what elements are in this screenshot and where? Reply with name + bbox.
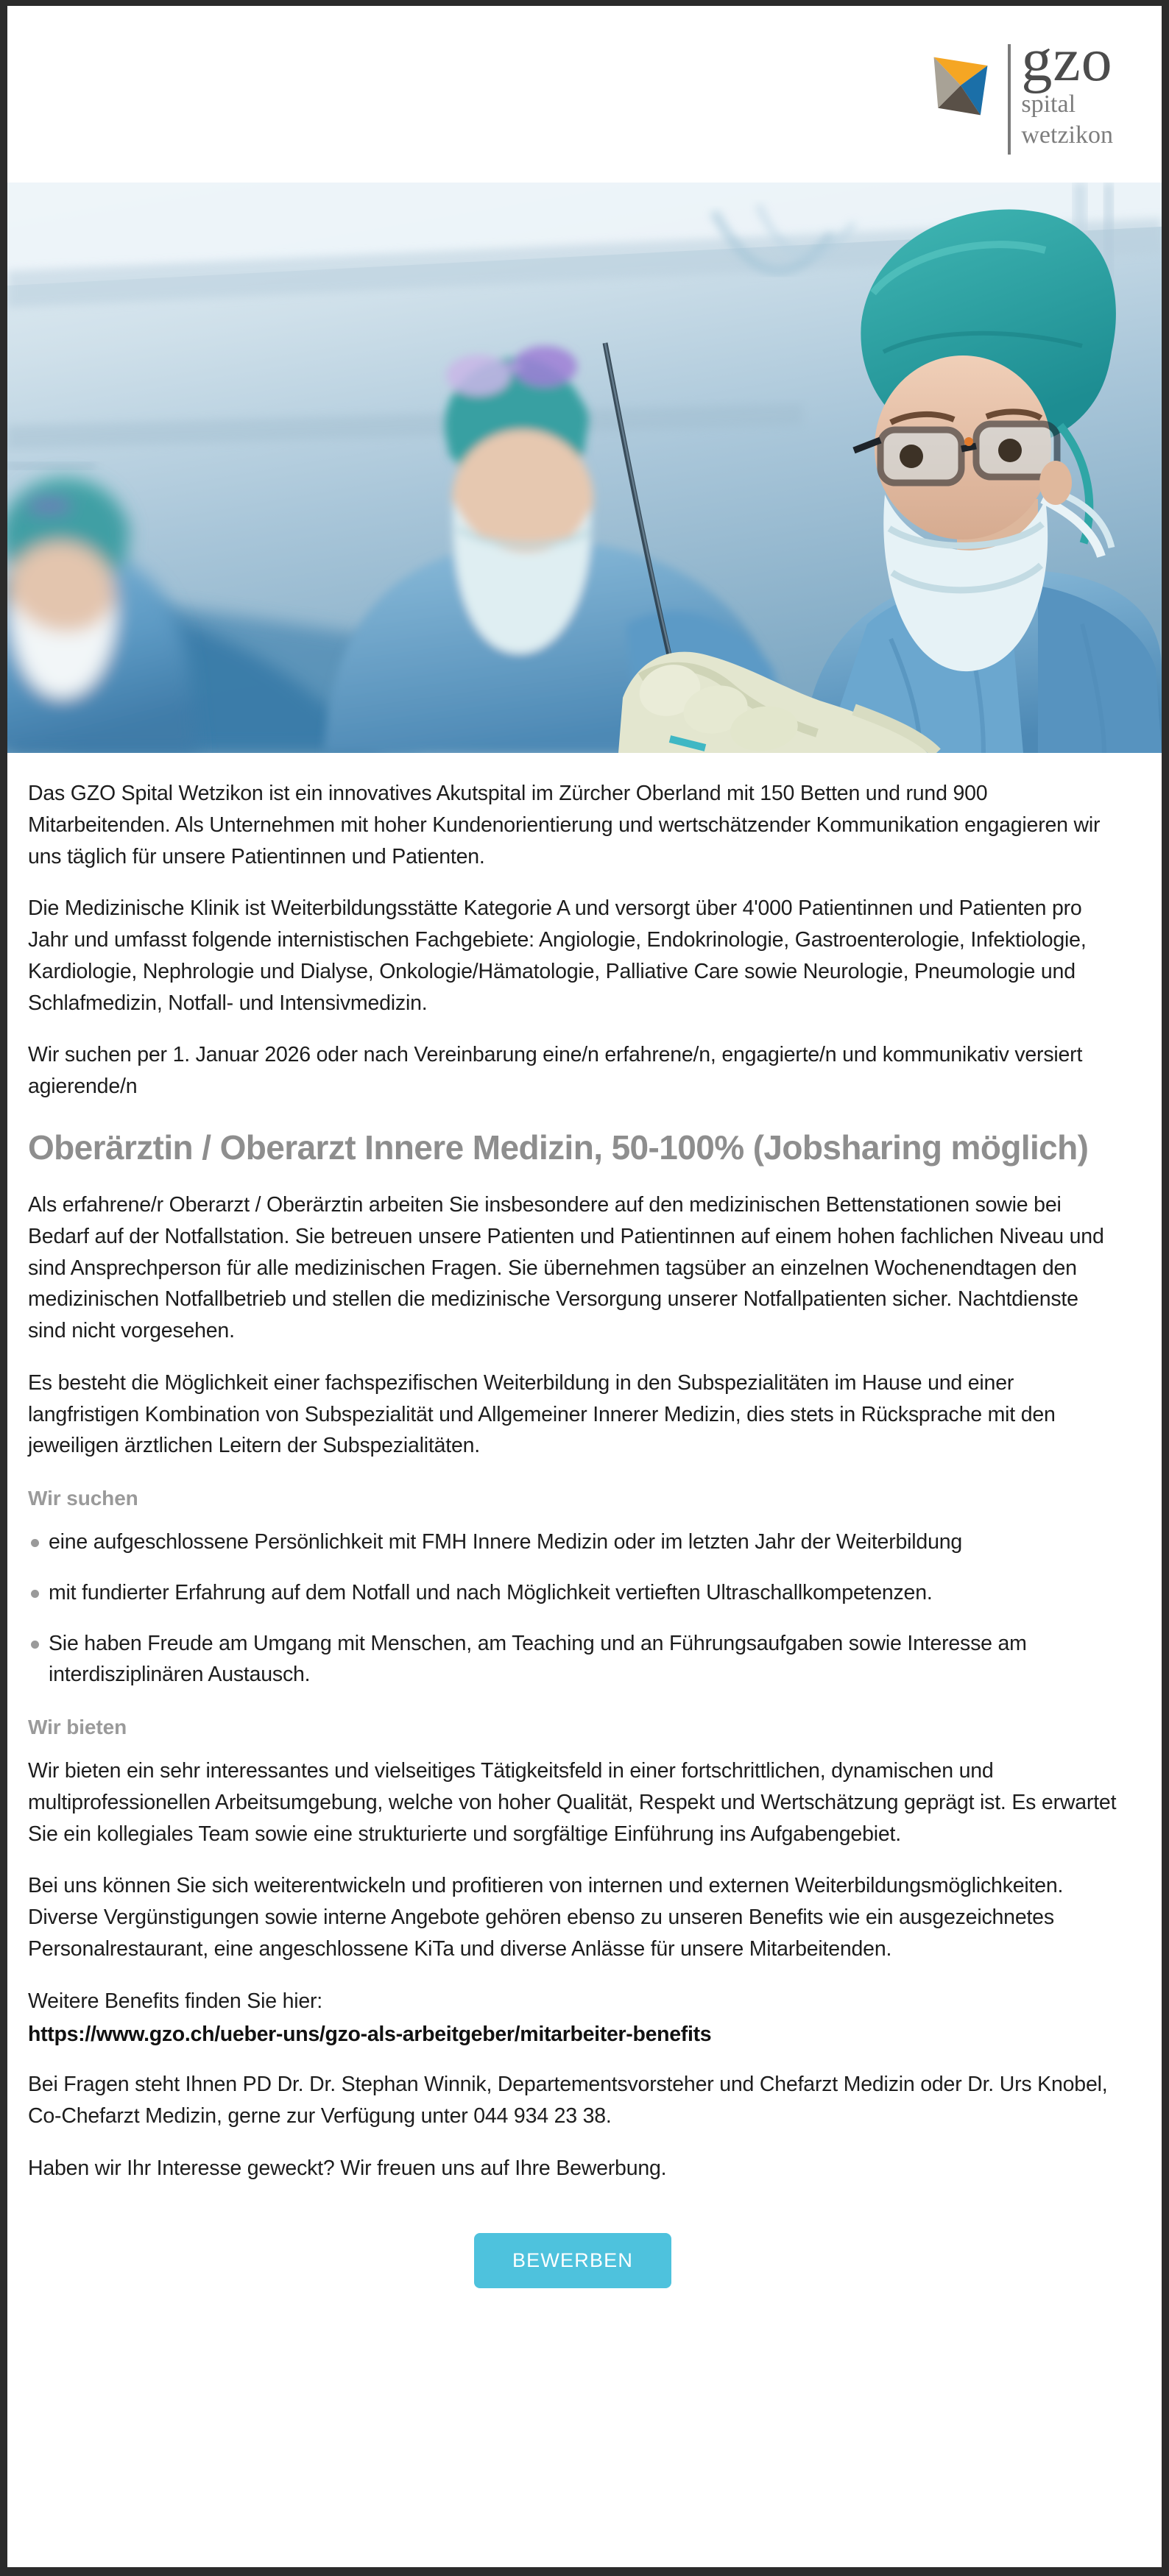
- list-item-label: eine aufgeschlossene Persönlichkeit mit FMH Innere Medizin oder im letzten Jahr der Weiterbildung: [49, 1530, 963, 1554]
- list-item: [28, 1628, 1117, 1691]
- offer-heading: Wir bieten: [28, 1716, 127, 1739]
- bullet-dot-icon: [31, 1641, 39, 1649]
- intro-paragraph-3: Wir suchen per 1. Januar 2026 oder nach Vereinbarung eine/n erfahrene/n, engagierte/n und kommunikativ versiert agierende/n: [28, 1043, 1083, 1098]
- logo-wetzikon-text: wetzikon: [1021, 121, 1113, 149]
- requirements-list: [28, 1526, 1117, 1691]
- benefits-link-label: Weitere Benefits finden Sie hier:: [28, 1989, 323, 2013]
- offer-paragraph-2: Bei uns können Sie sich weiterentwickeln und profitieren von internen und externen Weiterbildungsmöglichkeiten. Diverse Vergünstigungen sowie interne Angebote gehören ebenso zu unseren Benefits wie ein ausgezeichnetes Personalrestaurant, eine angeschlossene KiTa und diverse Anlässe für unsere Mitarbeitenden.: [28, 1874, 1064, 1961]
- list-item-label: Sie haben Freude am Umgang mit Menschen, am Teaching und an Führungsaufgaben sowie Interesse am interdisziplinären Austausch.: [49, 1631, 1027, 1687]
- job-description-paragraph-2: Es besteht die Möglichkeit einer fachspezifischen Weiterbildung in den Subspezialitäten im Hause und einer langfristigen Kombination von Subspezialität und Allgemeiner Innerer Medizin, dies stets in Rücksprache mit den jeweiligen ärztlichen Leitern der Subspezialitäten.: [28, 1370, 1056, 1458]
- offer-paragraph-1: Wir bieten ein sehr interessantes und vielseitiges Tätigkeitsfeld in einer fortschrittlichen, dynamischen und multiprofessionellen Arbeitsumgebung, welche von hoher Qualität, Respekt und Wertschätzung geprägt ist. Es erwartet Sie ein kollegiales Team sowie eine strukturierte und sorgfältige Einführung ins Aufgabengebiet.: [28, 1759, 1117, 1846]
- logo-wordmark: [1021, 26, 1113, 149]
- job-content: [7, 753, 1162, 2288]
- list-item: [28, 1526, 1117, 1558]
- closing-paragraph: Haben wir Ihr Interesse geweckt? Wir freuen uns auf Ihre Bewerbung.: [28, 2156, 667, 2180]
- hero-photo-operating-room: [7, 183, 1162, 753]
- apply-button-row: [28, 2233, 1117, 2288]
- gzo-logo: [925, 26, 1113, 155]
- logo-spital-text: spital: [1021, 91, 1076, 118]
- logo-divider: [1008, 44, 1011, 155]
- logo-gzo-text: gzo: [1021, 26, 1113, 94]
- bullet-dot-icon: [31, 1590, 39, 1598]
- job-description-paragraph-1: Als erfahrene/r Oberarzt / Oberärztin arbeiten Sie insbesondere auf den medizinischen Bettenstationen sowie bei Bedarf auf der Notfallstation. Sie betreuen unsere Patienten und Patientinnen auf einem hohen fachlichen Niveau und sind Ansprechperson für alle medizinischen Fragen. Sie übernehmen tagsüber an einzelnen Wochenendtagen den medizinischen Notfallbetrieb und stellen die medizinische Versorgung unserer Notfallpatienten sicher. Nachtdienste sind nicht vorgesehen.: [28, 1193, 1104, 1343]
- list-item: [28, 1577, 1117, 1609]
- intro-paragraph-1: Das GZO Spital Wetzikon ist ein innovatives Akutspital im Zürcher Oberland mit 150 Betten und rund 900 Mitarbeitenden. Als Unternehmen mit hoher Kundenorientierung und wertschätzender Kommunikation engagieren wir uns täglich für unsere Patientinnen und Patienten.: [28, 782, 1101, 868]
- requirements-heading: Wir suchen: [28, 1487, 138, 1510]
- intro-paragraph-2: Die Medizinische Klinik ist Weiterbildungsstätte Kategorie A und versorgt über 4'000 Patientinnen und Patienten pro Jahr und umfasst folgende internistischen Fachgebiete: Angiologie, Endokrinologie, Gastroenterologie, Infektiologie, Kardiologie, Nephrologie und Dialyse, Onkologie/Hämatologie, Palliative Care sowie Neurologie, Pneumologie und Schlafmedizin, Notfall- und Intensivmedizin.: [28, 896, 1087, 1015]
- list-item-label: mit fundierter Erfahrung auf dem Notfall und nach Möglichkeit vertieften Ultraschallkompetenzen.: [49, 1580, 933, 1604]
- apply-button[interactable]: BEWERBEN: [474, 2233, 671, 2288]
- contact-paragraph: Bei Fragen steht Ihnen PD Dr. Dr. Stephan Winnik, Departementsvorsteher und Chefarzt Medizin oder Dr. Urs Knobel, Co-Chefarzt Medizin, gerne zur Verfügung unter 044 934 23 38.: [28, 2073, 1108, 2129]
- page-header: [7, 6, 1162, 183]
- benefits-link-url[interactable]: https://www.gzo.ch/ueber-uns/gzo-als-arbeitgeber/mitarbeiter-benefits: [28, 2023, 712, 2047]
- bullet-dot-icon: [31, 1539, 39, 1547]
- gzo-pinwheel-icon: [925, 50, 996, 121]
- page-title: Oberärztin / Oberarzt Innere Medizin, 50-100% (Jobsharing möglich): [28, 1128, 1089, 1167]
